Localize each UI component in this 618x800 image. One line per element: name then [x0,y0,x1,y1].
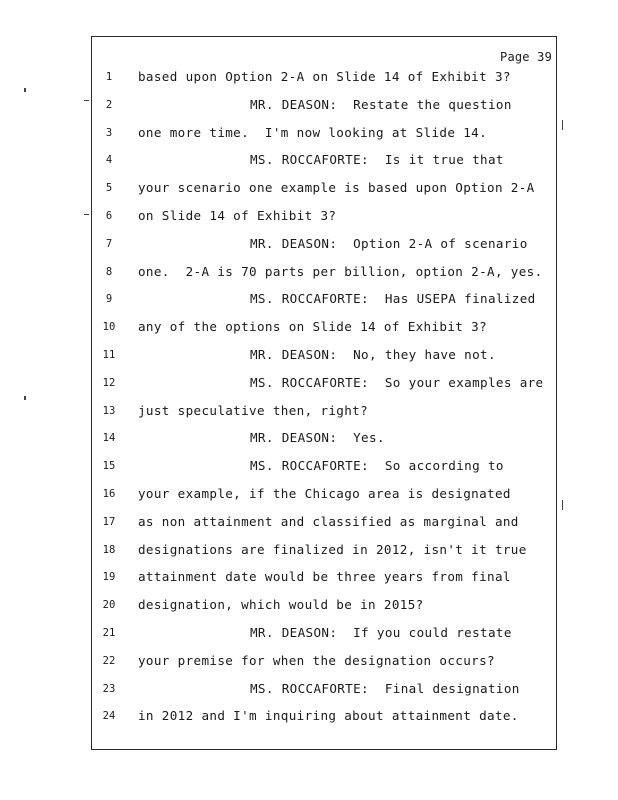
line-number: 17 [102,515,116,528]
line-number: 6 [105,210,113,222]
transcript-line [0,95,618,115]
line-number: 7 [105,237,113,250]
line-text: based upon Option 2-A on Slide 14 of Exhibit 3? [138,69,511,84]
transcript-line [0,567,618,587]
line-number: 21 [102,627,116,639]
line-number: 8 [105,265,113,278]
transcript-line [0,67,618,87]
transcript-line [0,428,618,448]
line-number: 13 [102,404,116,417]
line-number: 3 [105,126,113,139]
line-text: any of the options on Slide 14 of Exhibit 3? [138,319,488,335]
line-number: 24 [102,710,116,723]
line-text: MR. DEASON: Restate the question [250,96,512,112]
transcript-line [0,150,618,170]
scan-mark [84,214,89,215]
scan-mark [84,100,89,101]
transcript-line [0,540,618,560]
line-text: one. 2-A is 70 parts per billion, option 2-A, yes. [138,263,543,279]
transcript-line [0,262,618,282]
line-number: 1 [105,71,113,83]
scan-mark [24,88,26,92]
page-number: Page 39 [500,50,552,64]
line-number: 15 [102,460,116,473]
line-text: designation, which would be in 2015? [138,597,424,613]
transcript-line [0,373,618,393]
line-text: MS. ROCCAFORTE: Has USEPA finalized [250,291,536,307]
line-number: 22 [102,654,116,667]
line-number: 11 [102,349,116,361]
line-text: MR. DEASON: Option 2-A of scenario [250,235,528,251]
transcript-line [0,234,618,254]
line-text: MS. ROCCAFORTE: So according to [250,458,504,474]
line-text: designations are finalized in 2012, isn't it true [138,541,527,557]
line-text: just speculative then, right? [138,402,369,418]
transcript-line [0,345,618,365]
transcript-line [0,206,618,226]
transcript-line [0,456,618,476]
line-number: 12 [102,376,116,389]
line-number: 10 [102,321,116,334]
line-text: as non attainment and classified as marginal and [138,513,519,529]
line-text: MR. DEASON: No, they have not. [250,347,496,362]
scan-mark [562,500,563,510]
line-text: your example, if the Chicago area is designated [138,486,511,501]
line-number: 2 [105,98,113,111]
line-number: 19 [102,571,116,584]
transcript-line [0,595,618,615]
scan-mark [24,396,26,400]
line-number: 16 [102,488,116,500]
line-text: your scenario one example is based upon Option 2-A [138,180,535,196]
transcript-line [0,484,618,504]
line-number: 9 [105,293,113,306]
line-text: MR. DEASON: If you could restate [250,625,512,640]
line-number: 4 [105,154,113,167]
line-text: one more time. I'm now looking at Slide 14. [138,124,488,140]
transcript-line [0,651,618,671]
transcript-line [0,401,618,421]
transcript-line [0,512,618,532]
line-text: MR. DEASON: Yes. [250,430,385,446]
line-text: your premise for when the designation occurs? [138,652,495,668]
line-number: 5 [105,182,113,195]
transcript-line [0,289,618,309]
line-number: 20 [102,599,116,612]
transcript-line [0,706,618,726]
transcript-line [0,679,618,699]
line-text: attainment date would be three years from final [138,569,511,585]
transcript-line [0,623,618,643]
transcript-line [0,123,618,143]
transcript-line [0,317,618,337]
line-text: on Slide 14 of Exhibit 3? [138,208,337,223]
line-text: MS. ROCCAFORTE: So your examples are [250,374,544,390]
line-text: in 2012 and I'm inquiring about attainment date. [138,708,519,724]
line-number: 23 [102,682,116,695]
line-number: 14 [102,432,116,445]
scan-mark [562,120,563,130]
transcript-line [0,178,618,198]
line-number: 18 [102,543,116,556]
line-text: MS. ROCCAFORTE: Final designation [250,680,520,696]
line-text: MS. ROCCAFORTE: Is it true that [250,152,504,168]
